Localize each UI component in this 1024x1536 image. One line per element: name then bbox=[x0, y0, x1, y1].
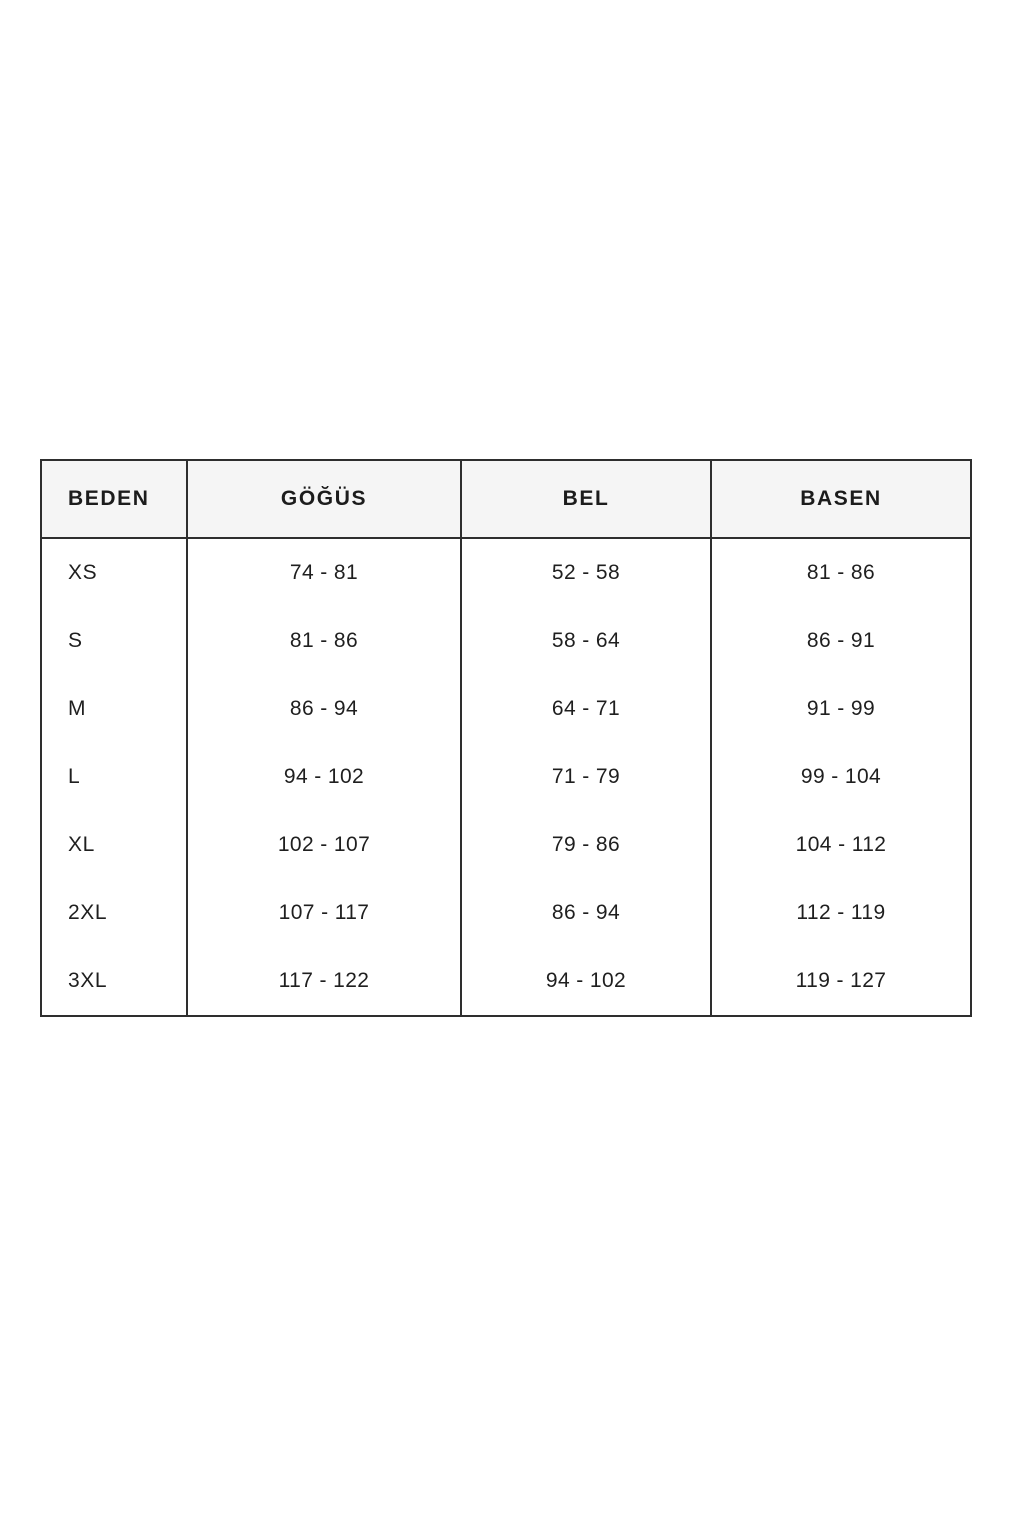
table-row bbox=[41, 947, 971, 1016]
column-header-gogus: GÖĞÜS bbox=[187, 460, 461, 538]
cell-bel: 64 - 71 bbox=[461, 675, 711, 743]
size-chart-container bbox=[40, 459, 970, 1017]
column-header-bel: BEL bbox=[461, 460, 711, 538]
cell-gogus: 107 - 117 bbox=[187, 879, 461, 947]
cell-basen: 112 - 119 bbox=[711, 879, 971, 947]
table-row bbox=[41, 879, 971, 947]
cell-bel: 71 - 79 bbox=[461, 743, 711, 811]
column-header-beden: BEDEN bbox=[41, 460, 187, 538]
cell-bel: 52 - 58 bbox=[461, 538, 711, 607]
cell-size: 2XL bbox=[41, 879, 187, 947]
cell-bel: 58 - 64 bbox=[461, 607, 711, 675]
cell-size: L bbox=[41, 743, 187, 811]
cell-gogus: 74 - 81 bbox=[187, 538, 461, 607]
cell-basen: 91 - 99 bbox=[711, 675, 971, 743]
cell-gogus: 94 - 102 bbox=[187, 743, 461, 811]
table-row bbox=[41, 675, 971, 743]
cell-size: M bbox=[41, 675, 187, 743]
cell-size: S bbox=[41, 607, 187, 675]
cell-gogus: 117 - 122 bbox=[187, 947, 461, 1016]
table-row bbox=[41, 538, 971, 607]
table-row bbox=[41, 811, 971, 879]
cell-size: 3XL bbox=[41, 947, 187, 1016]
cell-gogus: 81 - 86 bbox=[187, 607, 461, 675]
table-row bbox=[41, 743, 971, 811]
cell-basen: 119 - 127 bbox=[711, 947, 971, 1016]
cell-basen: 86 - 91 bbox=[711, 607, 971, 675]
cell-gogus: 86 - 94 bbox=[187, 675, 461, 743]
size-chart-table bbox=[40, 459, 972, 1017]
cell-bel: 94 - 102 bbox=[461, 947, 711, 1016]
cell-gogus: 102 - 107 bbox=[187, 811, 461, 879]
cell-basen: 99 - 104 bbox=[711, 743, 971, 811]
column-header-basen: BASEN bbox=[711, 460, 971, 538]
cell-basen: 104 - 112 bbox=[711, 811, 971, 879]
cell-bel: 86 - 94 bbox=[461, 879, 711, 947]
cell-size: XL bbox=[41, 811, 187, 879]
header-row bbox=[41, 460, 971, 538]
table-row bbox=[41, 607, 971, 675]
table-body bbox=[41, 538, 971, 1016]
table-header bbox=[41, 460, 971, 538]
cell-basen: 81 - 86 bbox=[711, 538, 971, 607]
cell-size: XS bbox=[41, 538, 187, 607]
cell-bel: 79 - 86 bbox=[461, 811, 711, 879]
